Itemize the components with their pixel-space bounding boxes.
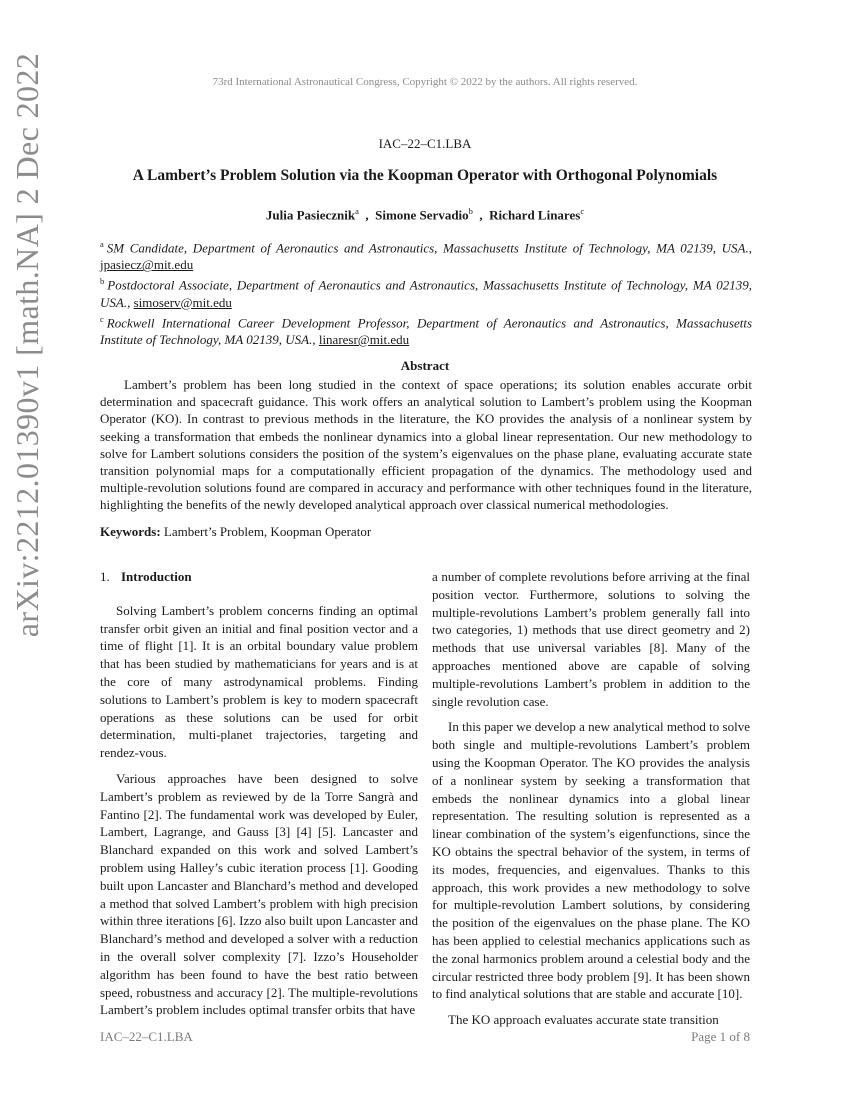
arxiv-stamp: arXiv:2212.01390v1 [math.NA] 2 Dec 2022 (9, 52, 45, 638)
right-column (432, 568, 750, 1037)
body-paragraph: Various approaches have been designed to solve Lambert’s problem as reviewed by de la Torre Sangrà and Fantino [2]. The fundamental work was developed by Euler, Lambert, Lagrange, and Gauss [3] [4] [5]. Lancaster and Blanchard expanded on this work and solved Lambert’s problem using Halley’s cubic iteration process [1]. Gooding built upon Lancaster and Blanchard’s method and developed a method that solved Lambert’s problem with high precision within three iterations [6]. Izzo also built upon Lancaster and Blanchard’s method and developed a solver with a reduction in the overall solver complexity [7]. Izzo’s Householder algorithm has been found to have the best ratio between speed, robustness and accuracy [2]. The multiple-revolutions Lambert’s problem includes optimal transfer orbits that have (100, 770, 418, 1018)
affiliation-a: $^a$ SM Candidate, Department of Aeronautics and Astronautics, Massachusetts Institute of Technology, MA 02139, USA., jpasiecz@mit.edu (100, 239, 752, 273)
body-paragraph-continued: a number of complete revolutions before arriving at the final position vector. Furthermore, solutions to solving the multiple-revolutions Lambert’s problem generally fall into two categories, 1) methods that use direct geometry and 2) methods that use universal variables [8]. Many of the approaches mentioned above are capable of solving multiple-revolutions Lambert’s problem in addition to the single revolution case. (432, 569, 750, 709)
affiliation-text: Postdoctoral Associate, Department of Aeronautics and Astronautics, Massachusetts Institute of Technology, MA 02139, USA. (100, 277, 752, 310)
section-heading (100, 568, 418, 586)
author-list: Julia Pasiecznik$^a$ , Simone Servadio$^b$ , Richard Linares$^c$ (265, 206, 585, 223)
keywords (100, 524, 752, 540)
section-title: Introduction (121, 569, 192, 584)
affiliation-mark: c (100, 313, 104, 324)
author-name: Richard Linares (489, 207, 581, 223)
email-link[interactable]: simoserv@mit.edu (133, 294, 232, 310)
keywords-label: Keywords: (100, 524, 161, 539)
affiliations (100, 236, 752, 348)
affiliation-b: $^b$ Postdoctoral Associate, Department of Aeronautics and Astronautics, Massachusetts Institute of Technology, MA 02139, USA., simoserv@mit.edu (100, 276, 752, 310)
footer-paper-id: IAC–22–C1.LBA (100, 1029, 193, 1044)
abstract-text: Lambert’s problem has been long studied in the context of space operations; its solution enables accurate orbit determination and spacecraft guidance. This work offers an analytical solution to Lambert’s problem using the Koopman Operator (KO). In contrast to previous methods in the literature, the KO provides the analysis of a nonlinear system by seeking a transformation that embeds the nonlinear dynamics into a global linear representation. Our new methodology to solve for Lambert solutions considers the position of the system’s eigenvalues on the phase plane, evaluating accurate state transition polynomial maps for a computationally efficient propagation of the dynamics. The methodology used and multiple-revolution solutions found are compared in accuracy and performance with other techniques found in the literature, highlighting the benefits of the newly developed analytical approach over classical numerical methodologies. (100, 377, 752, 513)
affiliation-c: $^c$ Rockwell International Career Development Professor, Department of Aeronautics and Astronautics, Massachusetts Institute of Technology, MA 02139, USA., linaresr@mit.edu (100, 313, 752, 347)
body-paragraph: The KO approach evaluates accurate state transition (448, 1012, 719, 1028)
email-link[interactable]: linaresr@mit.edu (318, 331, 410, 347)
left-column (100, 568, 418, 1027)
author-name: Simone Servadio (375, 207, 469, 223)
keywords-list: Lambert’s Problem, Koopman Operator (163, 524, 372, 539)
author-mark: b (468, 206, 473, 216)
page-number: Page 1 of 8 (691, 1029, 750, 1044)
affiliation-mark: a (100, 239, 104, 249)
email-link[interactable]: jpasiecz@mit.edu (100, 257, 194, 273)
conference-header: 73rd International Astronautical Congress, Copyright © 2022 by the authors. All rights reserved. (212, 76, 638, 88)
section-number: 1. (100, 569, 110, 584)
body-paragraph: In this paper we develop a new analytical method to solve both single and multiple-revolutions Lambert’s problem using the Koopman Operator. The KO provides the analysis of a nonlinear system by seeking a transformation that embeds the nonlinear dynamics into a global linear representation. The resulting solution is represented as a linear combination of the system’s eigenfunctions, since the KO obtains the spectral behavior of the system, in terms of its modes, frequencies, and eigenvalues. Thanks to this approach, this work provides a new methodology to solve for multiple-revolution Lambert solutions, by considering the position of the eigenvalues on the phase plane. The KO has been applied to celestial mechanics applications such as the zonal harmonics problem around a celestial body and the circular restricted three body problem [9]. It has been shown to find analytical solutions that are stable and accurate [10]. (432, 719, 750, 1002)
abstract-heading: Abstract (400, 358, 450, 373)
author-mark: c (580, 206, 585, 216)
author-name: Julia Pasiecznik (265, 207, 356, 223)
affiliation-text: Rockwell International Career Development Professor, Department of Aeronautics and Astronautics, Massachusetts Institute of Technology, MA 02139, USA. (100, 314, 752, 347)
paper-title: A Lambert’s Problem Solution via the Koopman Operator with Orthogonal Polynomials (132, 167, 718, 184)
body-paragraph: Solving Lambert’s problem concerns finding an optimal transfer orbit given an initial and final position vector and a time of flight [1]. It is an orbital boundary value problem that has been studied by mathematicians for years and is at the core of many astrodynamical problems. Finding solutions to Lambert’s problem is key to modern spacecraft operations as these solutions can be used for orbit determination, multi-planet trajectories, targeting and rendez-vous. (100, 602, 418, 761)
paper-id: IAC–22–C1.LBA (378, 136, 472, 151)
affiliation-mark: b (100, 276, 105, 287)
author-mark: a (355, 206, 359, 216)
affiliation-text: SM Candidate, Department of Aeronautics and Astronautics, Massachusetts Institute of Technology, MA 02139, USA. (106, 240, 749, 256)
